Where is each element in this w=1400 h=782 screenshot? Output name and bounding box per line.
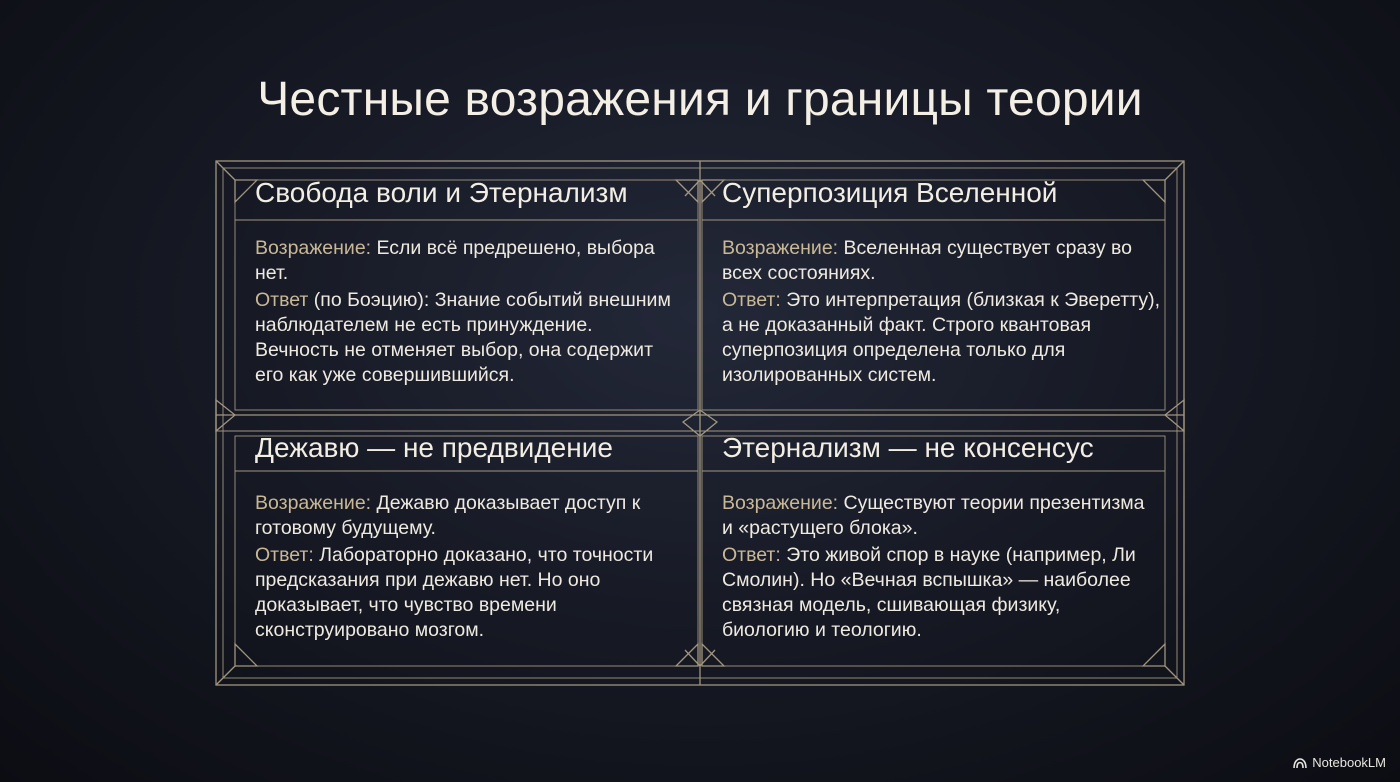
objection-label: Возражение: <box>255 237 372 259</box>
answer-text <box>255 288 675 388</box>
objection-label: Возражение: <box>255 492 372 514</box>
objection-card <box>215 160 673 415</box>
answer-label: Ответ: <box>722 289 781 311</box>
objection-content: Если всё предрешено, выбора нет. <box>255 237 655 284</box>
card-heading: Этернализм — не консенсус <box>722 432 1094 463</box>
watermark-label: NotebookLM <box>1312 755 1386 770</box>
answer-text <box>722 288 1162 388</box>
answer-label: Ответ: <box>255 544 314 566</box>
page-title: Честные возражения и границы теории <box>257 73 1143 126</box>
objection-content: Существуют теории презентизма и «растущего блока». <box>722 492 1145 539</box>
objection-content: Дежавю доказывает доступ к готовому будущему. <box>255 492 641 539</box>
answer-content: Это живой спор в науке (например, Ли Смолин). Но «Вечная вспышка» — наиболее связная модель, сшивающая физику, биологию и теологию. <box>722 544 1136 641</box>
objection-label: Возражение: <box>722 492 839 514</box>
card-heading: Суперпозиция Вселенной <box>722 177 1058 208</box>
card-body <box>255 236 675 390</box>
objection-text <box>255 491 655 541</box>
objection-card <box>215 415 673 686</box>
answer-label: Ответ: <box>722 544 781 566</box>
objections-grid-frame <box>215 160 1185 686</box>
answer-content: (по Боэцию): Знание событий внешним наблюдателем не есть принуждение. Вечность не отменяет выбор, она содержит его как уже совершившийся. <box>255 289 671 386</box>
objection-text <box>722 491 1152 541</box>
answer-text <box>722 543 1152 643</box>
notebooklm-logo-icon <box>1293 757 1307 769</box>
card-heading: Свобода воли и Этернализм <box>255 177 628 208</box>
card-body <box>255 491 655 645</box>
card-body <box>722 491 1152 645</box>
objection-card <box>682 160 1160 415</box>
notebooklm-watermark <box>1293 755 1386 770</box>
answer-label: Ответ <box>255 289 309 311</box>
objection-label: Возражение: <box>722 237 839 259</box>
answer-text <box>255 543 655 643</box>
answer-content: Лабораторно доказано, что точности предсказания при дежавю нет. Но оно доказывает, что чувство времени сконструировано мозгом. <box>255 544 654 641</box>
answer-content: Это интерпретация (близкая к Эверетту), а не доказанный факт. Строго квантовая суперпозиция определена только для изолированных систем. <box>722 289 1160 386</box>
objection-text <box>255 236 675 286</box>
objection-card <box>682 415 1145 686</box>
card-body <box>722 236 1162 390</box>
card-heading: Дежавю — не предвидение <box>255 432 613 463</box>
objection-text <box>722 236 1162 286</box>
objection-content: Вселенная существует сразу во всех состояниях. <box>722 237 1132 284</box>
